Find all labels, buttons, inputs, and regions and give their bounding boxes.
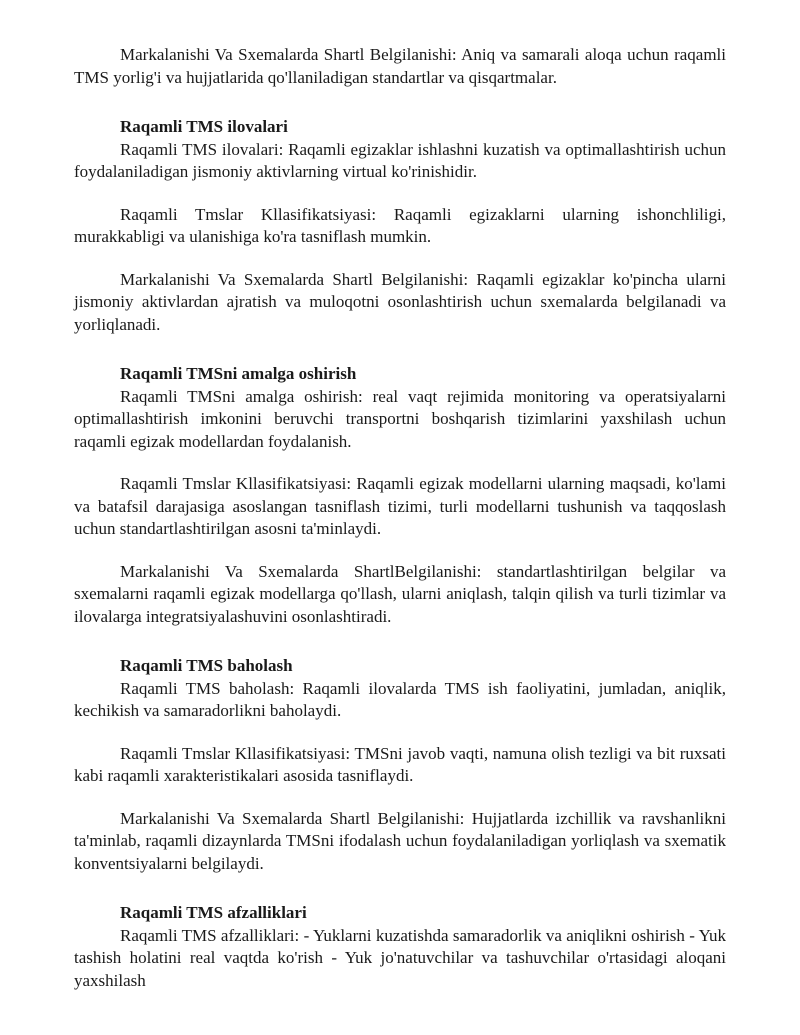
- apps-paragraph-2: Raqamli Tmslar Kllasifikatsiyasi: Raqamli egizaklarni ularning ishonchliligi, murakkabligi va ulanishiga ko'ra tasniflash mumkin.: [74, 204, 726, 246]
- evaluation-paragraph-1: Raqamli TMS baholash: Raqamli ilovalarda TMS ish faoliyatini, jumladan, aniqlik, kechikish va samaradorlikni baholaydi.: [74, 678, 726, 720]
- advantages-paragraph-1: Raqamli TMS afzalliklari: - Yuklarni kuzatishda samaradorlik va aniqlikni oshirish - Yuk tashish holatini real vaqtda ko'rish - Yuk jo'natuvchilar va tashuvchilar o'rtasidagi aloqani yaxshilash: [74, 925, 726, 990]
- intro-paragraph: Markalanishi Va Sxemalarda Shartl Belgilanishi: Aniq va samarali aloqa uchun raqamli TMS yorlig'i va hujjatlarida qo'llaniladigan standartlar va qisqartmalar.: [74, 45, 726, 87]
- apps-paragraph-3: Markalanishi Va Sxemalarda Shartl Belgilanishi: Raqamli egizaklar ko'pincha ularni jismoniy aktivlardan ajratish va muloqotni osonlashtirish uchun sxemalarda belgilanadi va yorliqlanadi.: [74, 269, 726, 334]
- document-page: [74, 44, 726, 992]
- heading-implementation: Raqamli TMSni amalga oshirish: [120, 364, 357, 383]
- heading-apps: Raqamli TMS ilovalari: [120, 117, 288, 136]
- evaluation-paragraph-2: Raqamli Tmslar Kllasifikatsiyasi: TMSni javob vaqti, namuna olish tezligi va bit ruxsati kabi raqamli xarakteristikalari asosida tasniflaydi.: [74, 743, 726, 785]
- heading-advantages: Raqamli TMS afzalliklari: [120, 903, 307, 922]
- apps-paragraph-1: Raqamli TMS ilovalari: Raqamli egizaklar ishlashni kuzatish va optimallashtirish uchun foydalaniladigan jismoniy aktivlarning virtual ko'rinishidir.: [74, 139, 726, 181]
- implementation-paragraph-3: Markalanishi Va Sxemalarda ShartlBelgilanishi: standartlashtirilgan belgilar va sxemalarni raqamli egizak modellarga qo'llash, ularni aniqlash, talqin qilish va turli tizimlar va ilovalarga integratsiyalashuvini osonlashtiradi.: [74, 561, 726, 626]
- heading-evaluation: Raqamli TMS baholash: [120, 656, 293, 675]
- implementation-paragraph-2: Raqamli Tmslar Kllasifikatsiyasi: Raqamli egizak modellarni ularning maqsadi, ko'lami va batafsil darajasiga asoslangan tasniflash tizimi, turli modellarni tushunish va taqqoslash uchun standartlashtirilgan asosni ta'minlaydi.: [74, 474, 726, 538]
- evaluation-paragraph-3: Markalanishi Va Sxemalarda Shartl Belgilanishi: Hujjatlarda izchillik va ravshanlikni ta'minlab, raqamli dizaynlarda TMSni ifodalash uchun foydalaniladigan yorliqlash va sxematik konventsiyalarni belgilaydi.: [74, 808, 726, 873]
- implementation-paragraph-1: Raqamli TMSni amalga oshirish: real vaqt rejimida monitoring va operatsiyalarni optimallashtirish imkonini beruvchi transportni boshqarish tizimlarini yaxshilash uchun raqamli egizak modellardan foydalanish.: [74, 386, 726, 451]
